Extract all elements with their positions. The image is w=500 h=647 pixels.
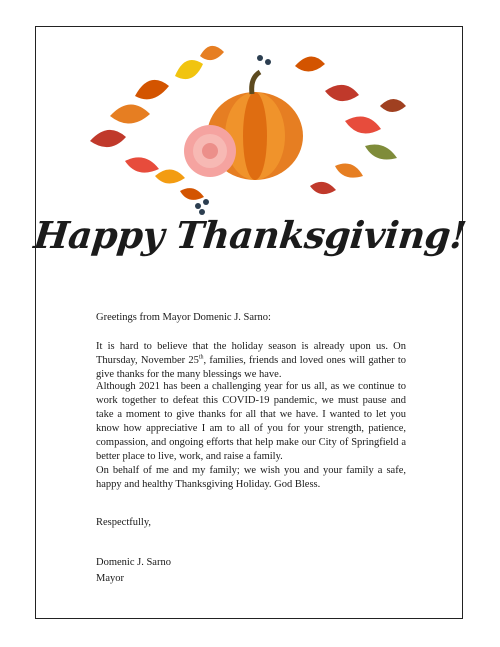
autumn-pumpkin-illustration xyxy=(80,36,420,216)
letter-paragraph-1 xyxy=(96,340,406,382)
p1-text-a: It is hard to believe that the holiday season is already upon us. On Thursday, November 25 xyxy=(96,341,406,366)
signer-name xyxy=(96,556,406,570)
signer-name-text: Domenic J. Sarno xyxy=(96,557,171,568)
greeting-text: Greetings from Mayor Domenic J. Sarno: xyxy=(96,312,271,323)
letter-paragraph-3 xyxy=(96,464,406,492)
p2-text: Although 2021 has been a challenging year for us all, as we continue to work together to defeat this COVID-19 pandemic, we must pause and take a moment to give thanks for all that we have. I wanted to let you know how appreciative I am to all of you for your strength, patience, compassion, and ongoing efforts that help make our City of Springfield a better place to live, work, and raise a family. xyxy=(96,381,406,462)
p3-text: On behalf of me and my family; we wish you and your family a safe, happy and healthy Thanksgiving Holiday. God Bless. xyxy=(96,465,406,490)
headline: Happy Thanksgiving! xyxy=(31,213,469,257)
signer-title-text: Mayor xyxy=(96,573,124,584)
letter-closing xyxy=(96,516,406,530)
rose-icon xyxy=(184,125,236,177)
letter-paragraph-2 xyxy=(96,380,406,464)
p1-text-b: , families, friends and loved ones will gather to give thanks for the many blessings we have. xyxy=(96,355,406,380)
p1-ordinal: th xyxy=(198,354,204,361)
closing-text: Respectfully, xyxy=(96,517,152,528)
signer-title xyxy=(96,572,406,586)
letter-greeting xyxy=(96,311,406,325)
